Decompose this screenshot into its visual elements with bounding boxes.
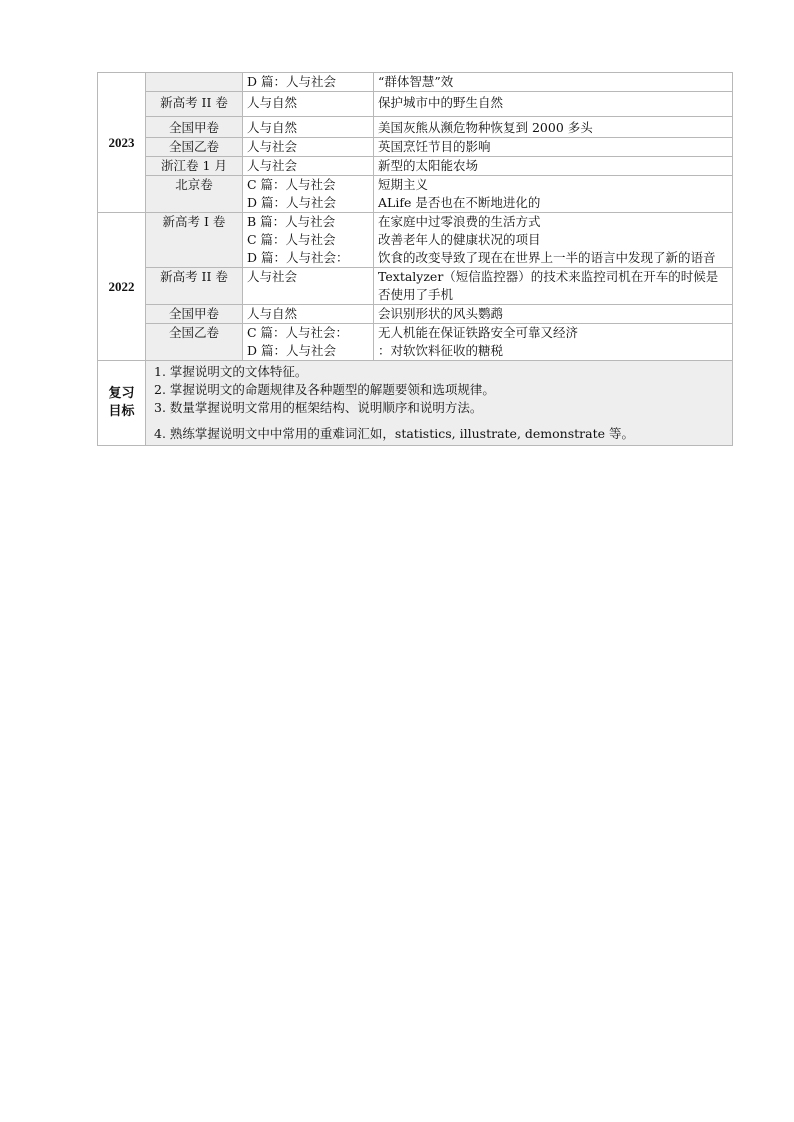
topic-cell: 人与社会 <box>243 138 374 157</box>
title-cell: 会识别形状的风头鹦鹉 <box>374 305 733 324</box>
year-cell-2022: 2022 <box>98 213 146 361</box>
review-goals-list <box>146 361 733 446</box>
review-goal-item: 2. 掌握说明文的命题规律及各种题型的解题要领和选项规律。 <box>154 382 495 397</box>
review-goal-item: 3. 数量掌握说明文常用的框架结构、说明顺序和说明方法。 <box>154 400 483 415</box>
exam-cell: 全国甲卷 <box>146 305 243 324</box>
title-cell: 新型的太阳能农场 <box>374 157 733 176</box>
table-row <box>98 268 733 305</box>
title-cell: 短期主义 ALife 是否也在不断地进化的 <box>374 176 733 213</box>
exam-analysis-table <box>97 72 733 446</box>
topic-cell: 人与自然 <box>243 305 374 324</box>
table-row <box>98 176 733 213</box>
exam-cell: 全国乙卷 <box>146 324 243 361</box>
table-row <box>98 138 733 157</box>
title-cell: 保护城市中的野生自然 <box>374 92 733 117</box>
table-row <box>98 73 733 92</box>
topic-cell: B 篇：人与社会 C 篇：人与社会 D 篇：人与社会： <box>243 213 374 268</box>
review-goals-row <box>98 361 733 446</box>
exam-cell: 北京卷 <box>146 176 243 213</box>
exam-cell: 新高考 II 卷 <box>146 92 243 117</box>
title-cell: Textalyzer（短信监控器）的技术来监控司机在开车的时候是否使用了手机 <box>374 268 733 305</box>
exam-cell: 全国甲卷 <box>146 117 243 138</box>
table-row <box>98 157 733 176</box>
table-row <box>98 305 733 324</box>
table-row <box>98 324 733 361</box>
title-cell: 在家庭中过零浪费的生活方式 改善老年人的健康状况的项目 饮食的改变导致了现在在世界上一半的语言中发现了新的语音 <box>374 213 733 268</box>
topic-cell: 人与自然 <box>243 92 374 117</box>
title-cell: “群体智慧”效 <box>374 73 733 92</box>
exam-cell <box>146 73 243 92</box>
year-cell-2023: 2023 <box>98 73 146 213</box>
topic-cell: 人与社会 <box>243 157 374 176</box>
exam-cell: 全国乙卷 <box>146 138 243 157</box>
review-goal-item: 4. 熟练掌握说明文中中常用的重难词汇如，statistics, illustrate, demonstrate 等。 <box>154 426 634 441</box>
review-goals-label: 复习 目标 <box>98 361 146 446</box>
title-cell: 美国灰熊从濒危物种恢复到 2000 多头 <box>374 117 733 138</box>
topic-cell: 人与社会 <box>243 268 374 305</box>
title-cell: 无人机能在保证铁路安全可靠又经济 ：对软饮料征收的糖税 <box>374 324 733 361</box>
table-row <box>98 213 733 268</box>
topic-cell: 人与自然 <box>243 117 374 138</box>
table-row <box>98 117 733 138</box>
exam-cell: 浙江卷 1 月 <box>146 157 243 176</box>
exam-cell: 新高考 I 卷 <box>146 213 243 268</box>
topic-cell: C 篇：人与社会 D 篇：人与社会 <box>243 176 374 213</box>
review-goal-item: 1. 掌握说明文的文体特征。 <box>154 364 308 379</box>
topic-cell: D 篇：人与社会 <box>243 73 374 92</box>
table-row <box>98 92 733 117</box>
title-cell: 英国烹饪节目的影响 <box>374 138 733 157</box>
exam-cell: 新高考 II 卷 <box>146 268 243 305</box>
topic-cell: C 篇：人与社会： D 篇：人与社会 <box>243 324 374 361</box>
